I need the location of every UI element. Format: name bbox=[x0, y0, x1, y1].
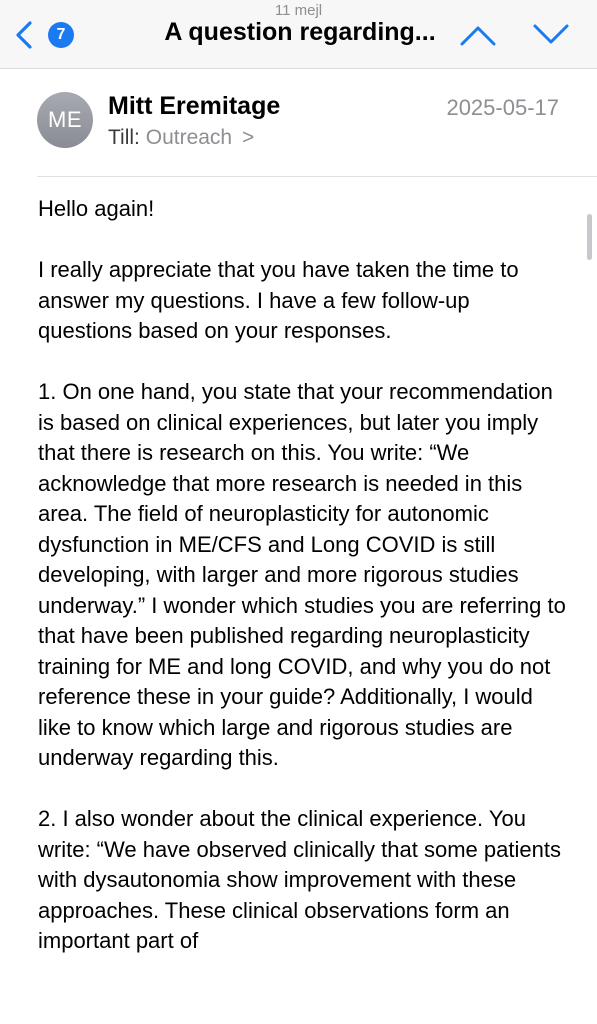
message-date: 2025-05-17 bbox=[446, 95, 559, 120]
to-label: Till: bbox=[108, 126, 140, 149]
chevron-right-icon[interactable]: > bbox=[241, 126, 255, 149]
message-count: 11 mejl bbox=[274, 2, 323, 19]
body-paragraph-1: I really appreciate that you have taken the time to answer my questions. I have a few follow-up questions based on your responses. bbox=[38, 257, 519, 343]
chevron-down-icon[interactable] bbox=[531, 20, 571, 50]
body-paragraph-3: 2. I also wonder about the clinical experience. You write: “We have observed clinically that some patients with dysautonomia show improvement with these approaches. These clinical observations form an important part of bbox=[38, 806, 561, 953]
body-paragraph-2: 1. On one hand, you state that your recommendation is based on clinical experiences, but later you imply that there is research on this. You write: “We acknowledge that more research is needed in this area. The field of neuroplasticity for autonomic dysfunction in ME/CFS and Long COVID is still developing, with larger and more rigorous studies underway.” I wonder which studies you are referring to that have been published regarding neuroplasticity training for ME and long COVID, and why you do not reference these in your guide? Additionally, I would like to know which large and rigorous studies are underway regarding this. bbox=[38, 379, 566, 770]
scrollbar[interactable] bbox=[587, 214, 592, 260]
chevron-left-icon bbox=[12, 20, 36, 50]
message-body bbox=[38, 194, 568, 987]
chevron-up-icon[interactable] bbox=[458, 20, 498, 50]
navigation-bar bbox=[0, 0, 597, 69]
recipient-row bbox=[108, 126, 254, 150]
back-button[interactable] bbox=[8, 14, 88, 56]
sender-name[interactable]: Mitt Eremitage bbox=[108, 92, 281, 120]
greeting: Hello again! bbox=[38, 196, 155, 221]
thread-title: A question regarding... bbox=[164, 18, 436, 46]
recipient-link[interactable]: Outreach bbox=[145, 126, 233, 149]
unread-count-badge: 7 bbox=[48, 22, 74, 48]
header-divider bbox=[37, 176, 597, 177]
avatar[interactable]: ME bbox=[37, 92, 93, 148]
